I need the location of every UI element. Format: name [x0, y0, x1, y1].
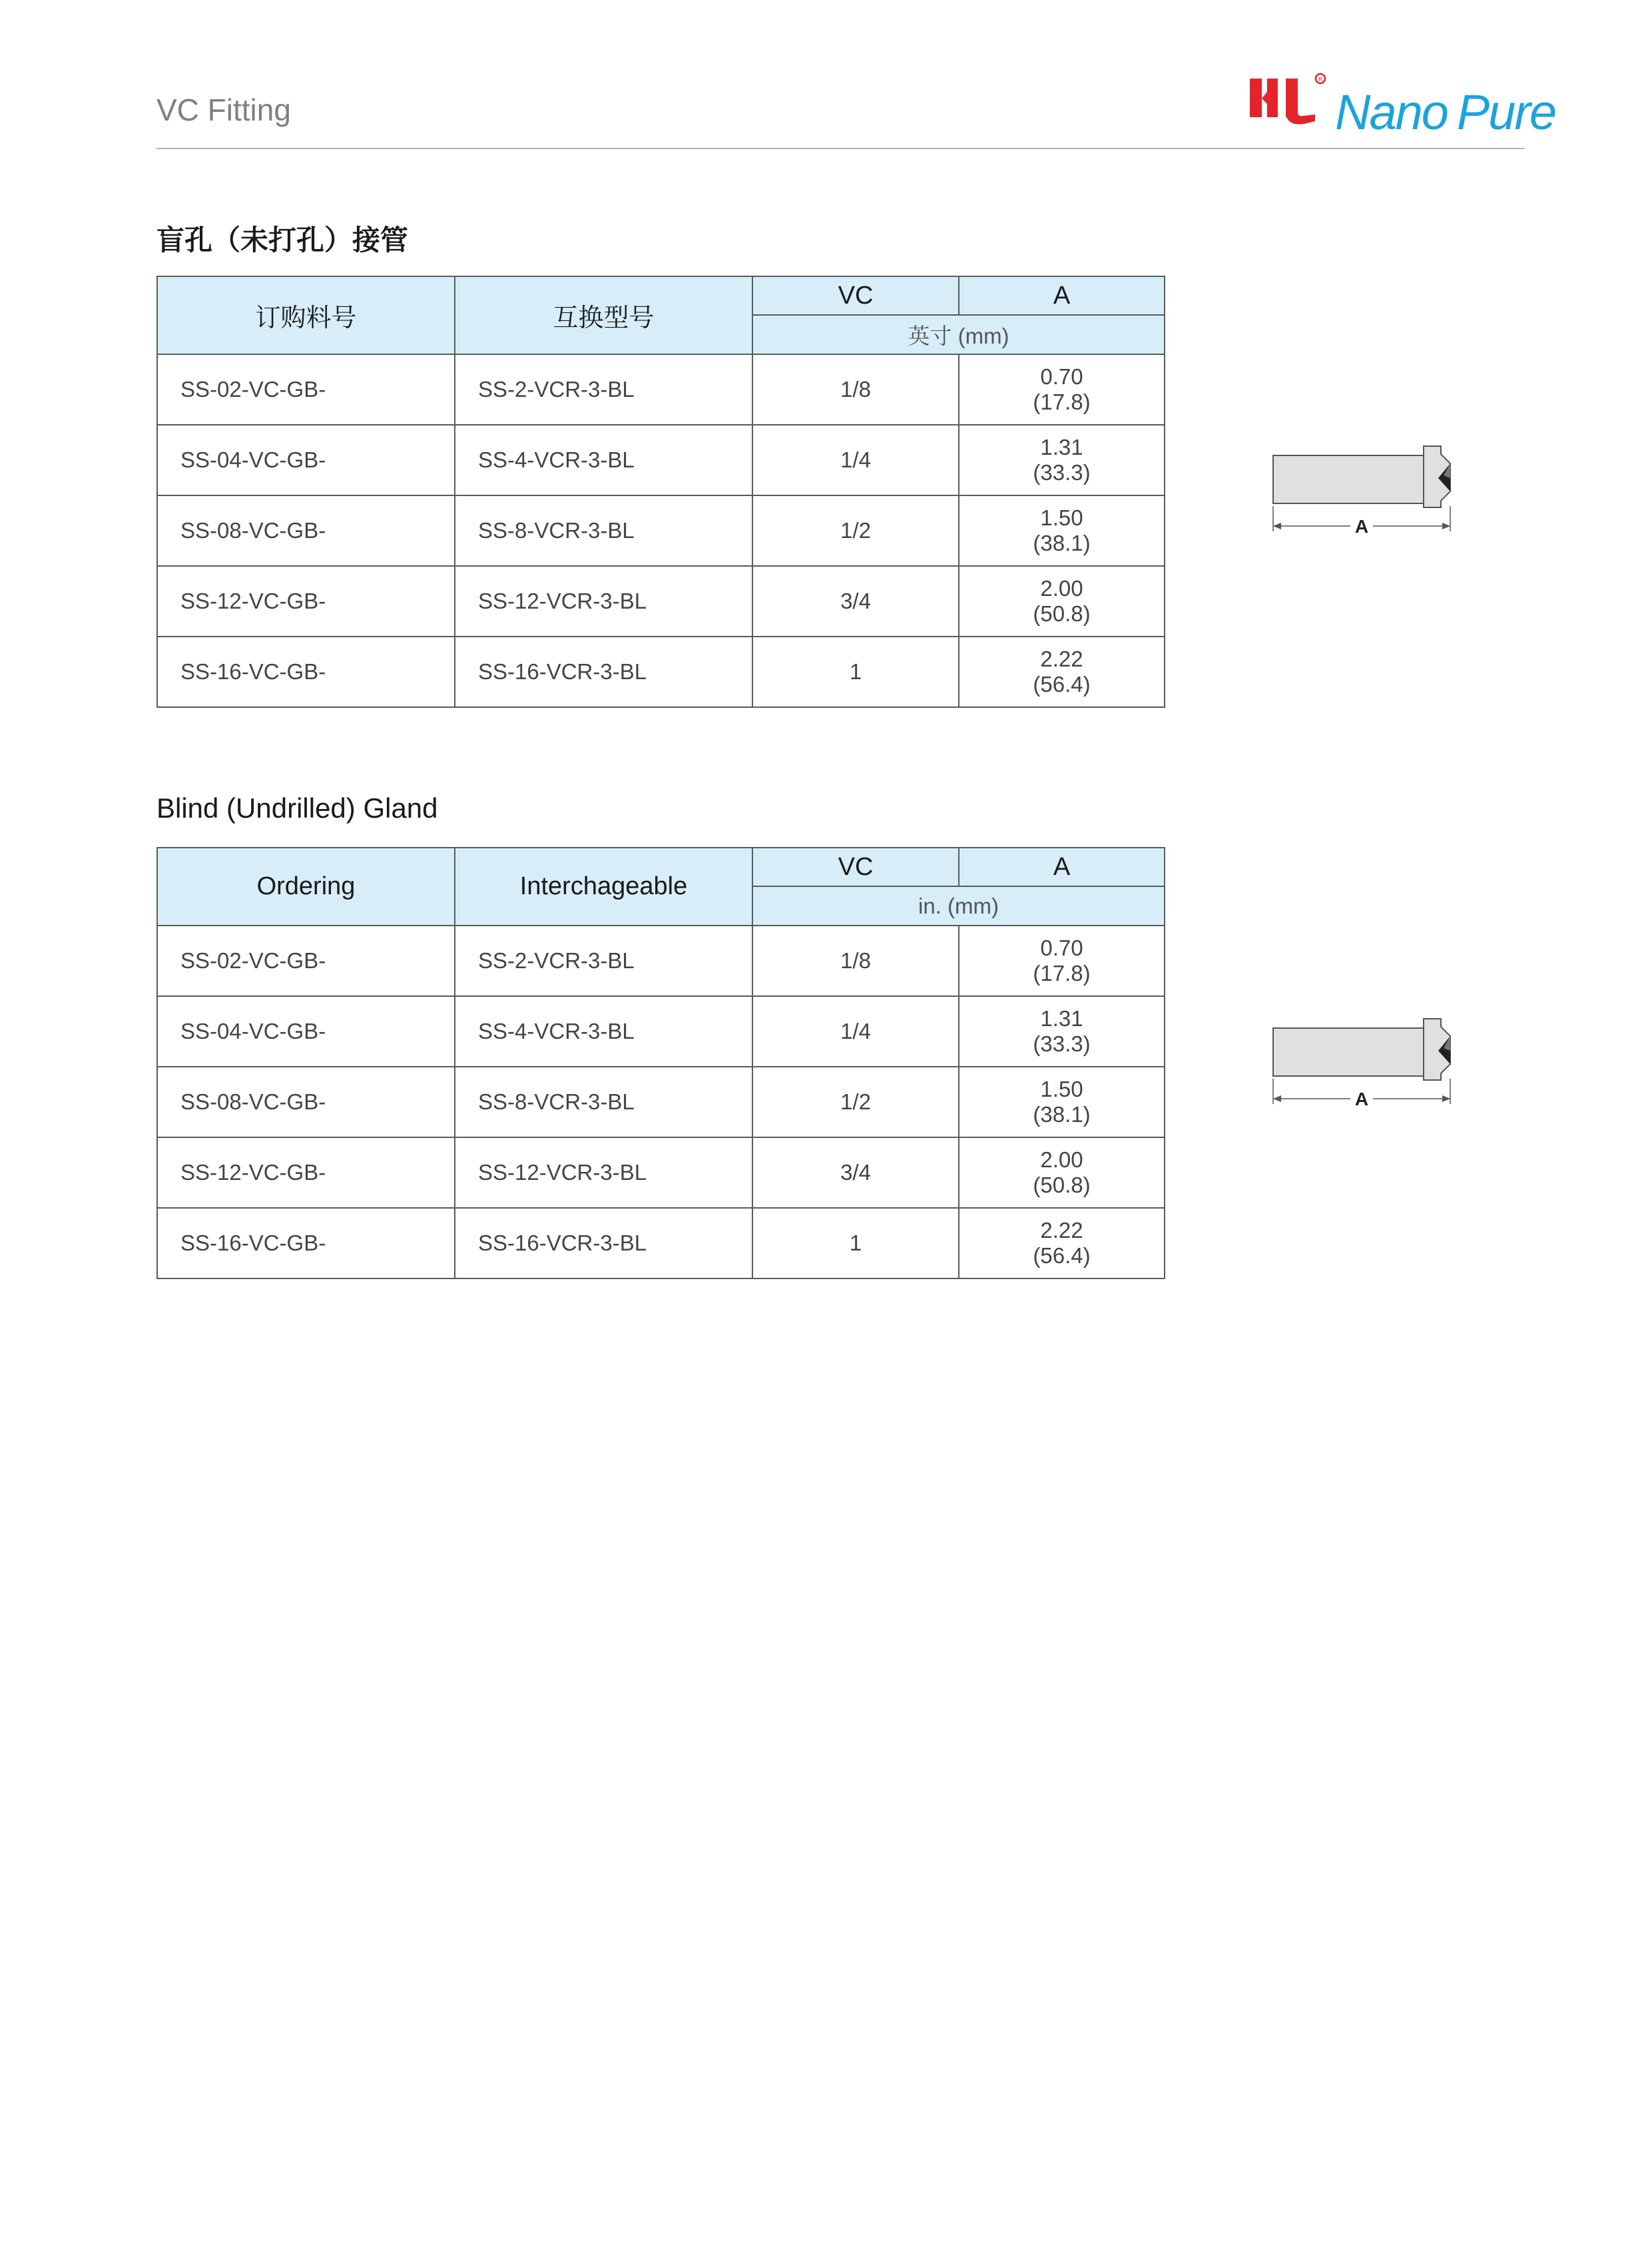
- ordering-cell: SS-12-VC-GB-: [157, 566, 455, 637]
- page-header: [156, 0, 1556, 149]
- interchangeable-cell: SS-12-VCR-3-BL: [455, 566, 752, 637]
- spec-table-cn: [156, 276, 1165, 708]
- a-inch-value: 1.50: [1040, 505, 1083, 530]
- vc-cell: 1/2: [752, 495, 959, 566]
- blind-gland-diagram-icon: [1272, 1009, 1465, 1109]
- a-inch-value: 1.31: [1040, 1006, 1083, 1031]
- ordering-cell: SS-08-VC-GB-: [157, 495, 455, 566]
- ordering-cell: SS-04-VC-GB-: [157, 996, 455, 1067]
- a-inch-value: 0.70: [1040, 364, 1083, 389]
- logo-word-pure: Pure: [1456, 85, 1556, 140]
- a-inch-value: 1.50: [1040, 1077, 1083, 1101]
- section-heading-en: Blind (Undrilled) Gland: [156, 792, 438, 824]
- interchangeable-cell: SS-12-VCR-3-BL: [455, 1137, 752, 1208]
- table-row: [157, 637, 1165, 707]
- a-mm-value: (50.8): [1033, 601, 1091, 626]
- gland-drawing-cn: [1272, 437, 1465, 537]
- dimension-a-label: A: [1354, 516, 1369, 537]
- table-row: [157, 354, 1165, 425]
- a-cell: [959, 354, 1165, 425]
- vc-cell: 1: [752, 1208, 959, 1278]
- col-header-ordering: 订购料号: [157, 276, 455, 354]
- a-inch-value: 2.22: [1040, 1218, 1083, 1243]
- gland-drawing-en: [1272, 1009, 1465, 1109]
- a-cell: [959, 495, 1165, 566]
- vc-cell: 1: [752, 637, 959, 707]
- ordering-cell: SS-12-VC-GB-: [157, 1137, 455, 1208]
- interchangeable-cell: SS-8-VCR-3-BL: [455, 1067, 752, 1137]
- vc-cell: 3/4: [752, 1137, 959, 1208]
- col-header-a: A: [959, 848, 1165, 886]
- header-divider: [156, 148, 1525, 149]
- a-cell: [959, 1137, 1165, 1208]
- a-mm-value: (17.8): [1033, 390, 1091, 414]
- spec-table-en: [156, 847, 1165, 1279]
- a-cell: [959, 425, 1165, 495]
- table-row: [157, 1208, 1165, 1278]
- a-inch-value: 2.00: [1040, 576, 1083, 601]
- interchangeable-cell: SS-8-VCR-3-BL: [455, 495, 752, 566]
- interchangeable-cell: SS-16-VCR-3-BL: [455, 1208, 752, 1278]
- vc-cell: 1/4: [752, 425, 959, 495]
- col-header-vc: VC: [752, 276, 959, 315]
- a-cell: [959, 637, 1165, 707]
- vc-cell: 1/8: [752, 926, 959, 996]
- vc-cell: 1/4: [752, 996, 959, 1067]
- a-inch-value: 0.70: [1040, 936, 1083, 960]
- svg-text:R: R: [1318, 77, 1323, 83]
- dimension-a-label: A: [1354, 1089, 1369, 1109]
- col-header-units: in. (mm): [752, 886, 1165, 926]
- a-mm-value: (50.8): [1033, 1173, 1091, 1197]
- col-header-ordering: Ordering: [157, 848, 455, 926]
- brand-logo: [1247, 72, 1556, 140]
- interchangeable-cell: SS-4-VCR-3-BL: [455, 425, 752, 495]
- a-cell: [959, 1067, 1165, 1137]
- col-header-units: 英寸 (mm): [752, 315, 1165, 354]
- col-header-interchangeable: 互换型号: [455, 276, 752, 354]
- table-row: [157, 1137, 1165, 1208]
- vc-cell: 1/8: [752, 354, 959, 425]
- vc-cell: 1/2: [752, 1067, 959, 1137]
- table-row: [157, 425, 1165, 495]
- ordering-cell: SS-08-VC-GB-: [157, 1067, 455, 1137]
- a-cell: [959, 926, 1165, 996]
- ordering-cell: SS-04-VC-GB-: [157, 425, 455, 495]
- ordering-cell: SS-02-VC-GB-: [157, 354, 455, 425]
- ordering-cell: SS-16-VC-GB-: [157, 1208, 455, 1278]
- ordering-cell: SS-02-VC-GB-: [157, 926, 455, 996]
- a-inch-value: 2.00: [1040, 1147, 1083, 1172]
- a-cell: [959, 566, 1165, 637]
- table-row: [157, 926, 1165, 996]
- table-row: [157, 495, 1165, 566]
- interchangeable-cell: SS-16-VCR-3-BL: [455, 637, 752, 707]
- a-mm-value: (56.4): [1033, 1243, 1091, 1268]
- col-header-vc: VC: [752, 848, 959, 886]
- table-row: [157, 996, 1165, 1067]
- col-header-a: A: [959, 276, 1165, 315]
- table-row: [157, 1067, 1165, 1137]
- logo-word-nano: Nano: [1335, 85, 1448, 140]
- ordering-cell: SS-16-VC-GB-: [157, 637, 455, 707]
- logo-wordmark: [1335, 84, 1555, 140]
- interchangeable-cell: SS-2-VCR-3-BL: [455, 354, 752, 425]
- interchangeable-cell: SS-2-VCR-3-BL: [455, 926, 752, 996]
- section-heading-cn: 盲孔（未打孔）接管: [156, 224, 409, 256]
- a-inch-value: 2.22: [1040, 647, 1083, 671]
- a-mm-value: (56.4): [1033, 672, 1091, 697]
- kl-logo-icon: [1247, 72, 1334, 132]
- a-mm-value: (33.3): [1033, 460, 1091, 485]
- a-cell: [959, 996, 1165, 1067]
- a-mm-value: (33.3): [1033, 1031, 1091, 1056]
- blind-gland-diagram-icon: [1272, 437, 1465, 537]
- a-cell: [959, 1208, 1165, 1278]
- a-inch-value: 1.31: [1040, 435, 1083, 459]
- col-header-interchangeable: Interchageable: [455, 848, 752, 926]
- a-mm-value: (38.1): [1033, 531, 1091, 555]
- a-mm-value: (17.8): [1033, 961, 1091, 985]
- vc-cell: 3/4: [752, 566, 959, 637]
- table-row: [157, 566, 1165, 637]
- page-title: VC Fitting: [156, 93, 291, 127]
- interchangeable-cell: SS-4-VCR-3-BL: [455, 996, 752, 1067]
- a-mm-value: (38.1): [1033, 1102, 1091, 1127]
